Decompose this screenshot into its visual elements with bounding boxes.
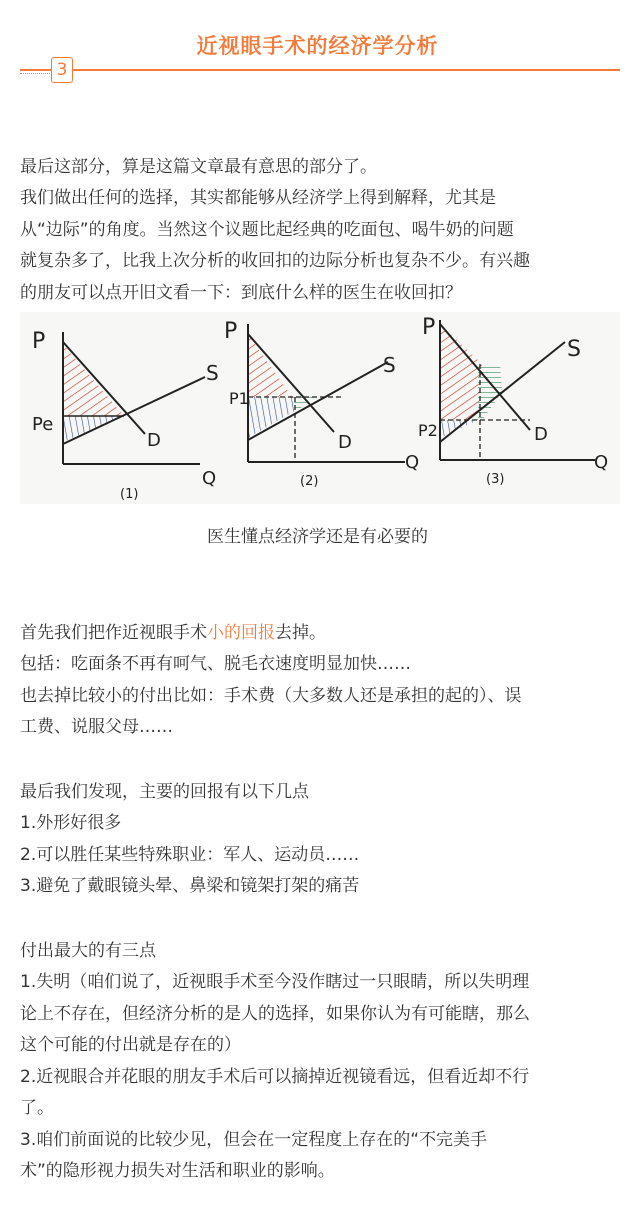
list-item: 1.失明（咱们说了，近视眼手术至今没作瞎过一只眼睛，所以失明理	[20, 972, 530, 992]
demand-label: D	[338, 432, 352, 453]
price-label: P2	[418, 421, 438, 440]
list-item: 这个可能的付出就是存在的）	[20, 1035, 241, 1055]
body-line: 也去掉比较小的付出比如：手术费（大多数人还是承担的起的）、误	[20, 685, 522, 706]
costs-list	[20, 904, 625, 1219]
panel-1	[32, 329, 219, 502]
intro-line: 从“边际”的角度。当然这个议题比起经典的吃面包、喝牛奶的问题	[20, 219, 514, 240]
panel-label: (2)	[300, 474, 319, 489]
body-line: 包括：吃面条不再有呵气、脱毛衣速度明显加快……	[20, 654, 411, 674]
list-item: 3.避免了戴眼镜头晕、鼻梁和镜架打架的痛苦	[20, 876, 360, 896]
panel-label: (3)	[486, 472, 505, 487]
price-label: P1	[229, 389, 249, 408]
quantity-axis-label: Q	[594, 452, 609, 473]
section-divider	[20, 69, 620, 71]
figure-caption: 医生懂点经济学还是有必要的	[207, 527, 428, 547]
supply-label: S	[567, 337, 581, 362]
list-item: 2.近视眼合并花眼的朋友手术后可以摘掉近视镜看远，但看近却不行	[20, 1066, 530, 1087]
intro-line: 最后这部分，算是这篇文章最有意思的部分了。	[20, 156, 377, 177]
highlight-link[interactable]: 小的回报	[207, 622, 275, 643]
intro-paragraph	[20, 120, 625, 341]
list-item: 2.可以胜任某些特殊职业：军人、运动员……	[20, 844, 360, 865]
list-item: 3.咱们前面说的比较少见，但会在一定程度上存在的“不完美手	[20, 1129, 488, 1150]
article-title: 近视眼手术的经济学分析	[196, 34, 439, 58]
intro-line: 的朋友可以点开旧文看一下：到底什么样的医生在收回扣？	[20, 282, 462, 303]
list-item: 论上不存在，但经济分析的是人的选择，如果你认为有可能瞎，那么	[20, 1003, 530, 1024]
quantity-axis-label: Q	[202, 468, 217, 489]
text-span: 首先我们把作近视眼手术	[20, 622, 207, 643]
intro-line: 我们做出任何的选择，其实都能够从经济学上得到解释，尤其是	[20, 188, 496, 208]
list-item: 1.外形好很多	[20, 813, 122, 833]
quantity-axis-label: Q	[405, 452, 420, 473]
body-line	[20, 618, 625, 650]
costs-heading: 付出最大的有三点	[20, 940, 156, 961]
text-span: 去掉。	[275, 622, 326, 643]
body-line: 工费、说服父母……	[20, 717, 173, 737]
demand-label: D	[147, 430, 161, 451]
price-axis-label: P	[32, 329, 46, 354]
section-divider-dots	[20, 73, 50, 74]
list-item: 了。	[20, 1098, 54, 1118]
supply-demand-figure	[20, 312, 620, 504]
demand-label: D	[534, 424, 548, 445]
panel-label: (1)	[120, 487, 139, 502]
price-axis-label: P	[224, 319, 238, 344]
supply-label: S	[383, 353, 396, 377]
intro-line: 就复杂多了，比我上次分析的收回扣的边际分析也复杂不少。有兴趣	[20, 251, 530, 271]
returns-heading: 最后我们发现，主要的回报有以下几点	[20, 781, 309, 802]
price-axis-label: P	[422, 315, 436, 340]
equilibrium-price-label: Pe	[32, 414, 54, 435]
panel-3	[418, 315, 608, 487]
supply-demand-sketch	[20, 312, 620, 504]
supply-label: S	[206, 361, 219, 385]
list-item: 术”的隐形视力损失对生活和职业的影响。	[20, 1161, 335, 1181]
section-number-badge: 3	[51, 57, 73, 83]
panel-2	[224, 319, 419, 489]
